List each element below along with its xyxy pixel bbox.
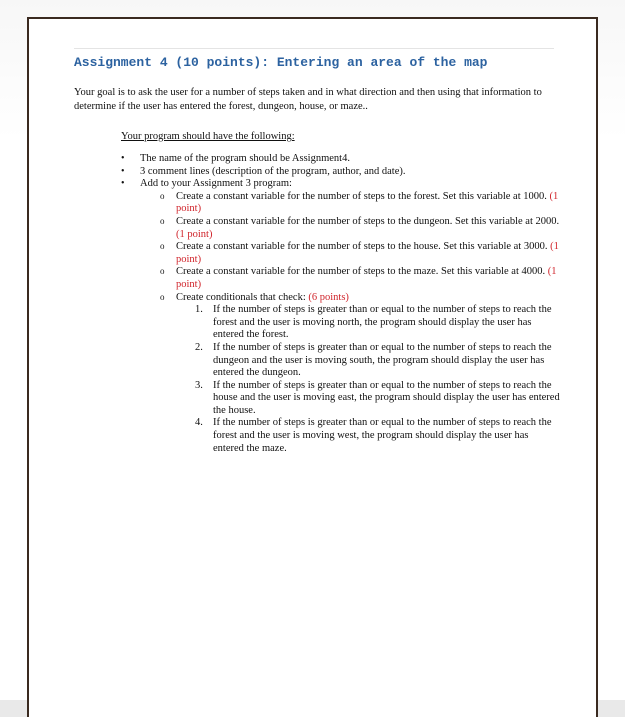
bullet-icon: • bbox=[121, 178, 125, 190]
circle-bullet-icon: o bbox=[160, 266, 165, 277]
bullet-icon: • bbox=[121, 153, 125, 164]
list-item bbox=[121, 153, 561, 166]
intro-paragraph: Your goal is to ask the user for a number of steps taken and in what direction and then using that information to determine if the user has entered the forest, dungeon, house, or maze.. bbox=[74, 87, 542, 112]
assignment-title: Assignment 4 (10 points): Entering an area of the map bbox=[74, 55, 488, 70]
requirements-heading: Your program should have the following: bbox=[121, 131, 295, 142]
conditional-text: If the number of steps is greater than or equal to the number of steps to reach the house and the user is moving east, the program should display the user has entered the house. bbox=[213, 379, 560, 416]
points-label: (6 points) bbox=[308, 291, 349, 303]
conditional-item bbox=[176, 417, 561, 455]
requirements-list bbox=[121, 153, 561, 455]
item-number: 3. bbox=[195, 379, 203, 391]
conditional-text: If the number of steps is greater than or equal to the number of steps to reach the forest and the user is moving west, the program should display the user has entered the maze. bbox=[213, 417, 552, 454]
circle-bullet-icon: o bbox=[160, 241, 165, 252]
conditional-text: If the number of steps is greater than or equal to the number of steps to reach the forest and the user is moving north, the program should display the user has entered the forest. bbox=[213, 304, 552, 341]
item-number: 2. bbox=[195, 341, 203, 353]
list-item bbox=[121, 166, 561, 179]
circle-bullet-icon: o bbox=[160, 190, 165, 201]
points-label: (1 point) bbox=[176, 190, 559, 215]
sub-list bbox=[140, 191, 561, 455]
item-number: 4. bbox=[195, 417, 203, 429]
sub-item bbox=[140, 191, 561, 216]
sub-item-text: Create a constant variable for the number of steps to the house. Set this variable at 3000. bbox=[176, 241, 548, 253]
bullet-text: 3 comment lines (description of the program, author, and date). bbox=[140, 165, 406, 177]
conditional-item bbox=[176, 342, 561, 380]
bullet-text: Add to your Assignment 3 program: bbox=[140, 178, 292, 190]
conditional-item bbox=[176, 304, 561, 342]
sub-item bbox=[140, 216, 561, 241]
sub-item-text: Create a constant variable for the number of steps to the maze. Set this variable at 4000. bbox=[176, 266, 546, 278]
sub-item-text: Create a constant variable for the number of steps to the forest. Set this variable at 1000. bbox=[176, 190, 547, 202]
document-page bbox=[27, 17, 598, 717]
bullet-text: The name of the program should be Assignment4. bbox=[140, 153, 350, 164]
item-number: 1. bbox=[195, 304, 203, 316]
sub-item-text: Create a constant variable for the number of steps to the dungeon. Set this variable at 2000. bbox=[176, 215, 560, 227]
circle-bullet-icon: o bbox=[160, 215, 165, 226]
sub-item bbox=[140, 266, 561, 291]
circle-bullet-icon: o bbox=[160, 291, 165, 302]
header-rule bbox=[74, 48, 554, 49]
points-label: (1 point) bbox=[176, 266, 557, 290]
points-label: (1 point) bbox=[176, 241, 559, 265]
sub-item bbox=[140, 292, 561, 456]
points-label: (1 point) bbox=[176, 228, 213, 240]
conditionals-list bbox=[176, 304, 561, 455]
list-item bbox=[121, 178, 561, 455]
conditional-text: If the number of steps is greater than or equal to the number of steps to reach the dungeon and the user is moving south, the program should display the user has entered the dungeon. bbox=[213, 341, 552, 379]
bullet-icon: • bbox=[121, 165, 125, 177]
conditional-item bbox=[176, 380, 561, 418]
sub-item-text: Create conditionals that check: bbox=[176, 291, 306, 303]
sub-item bbox=[140, 241, 561, 266]
